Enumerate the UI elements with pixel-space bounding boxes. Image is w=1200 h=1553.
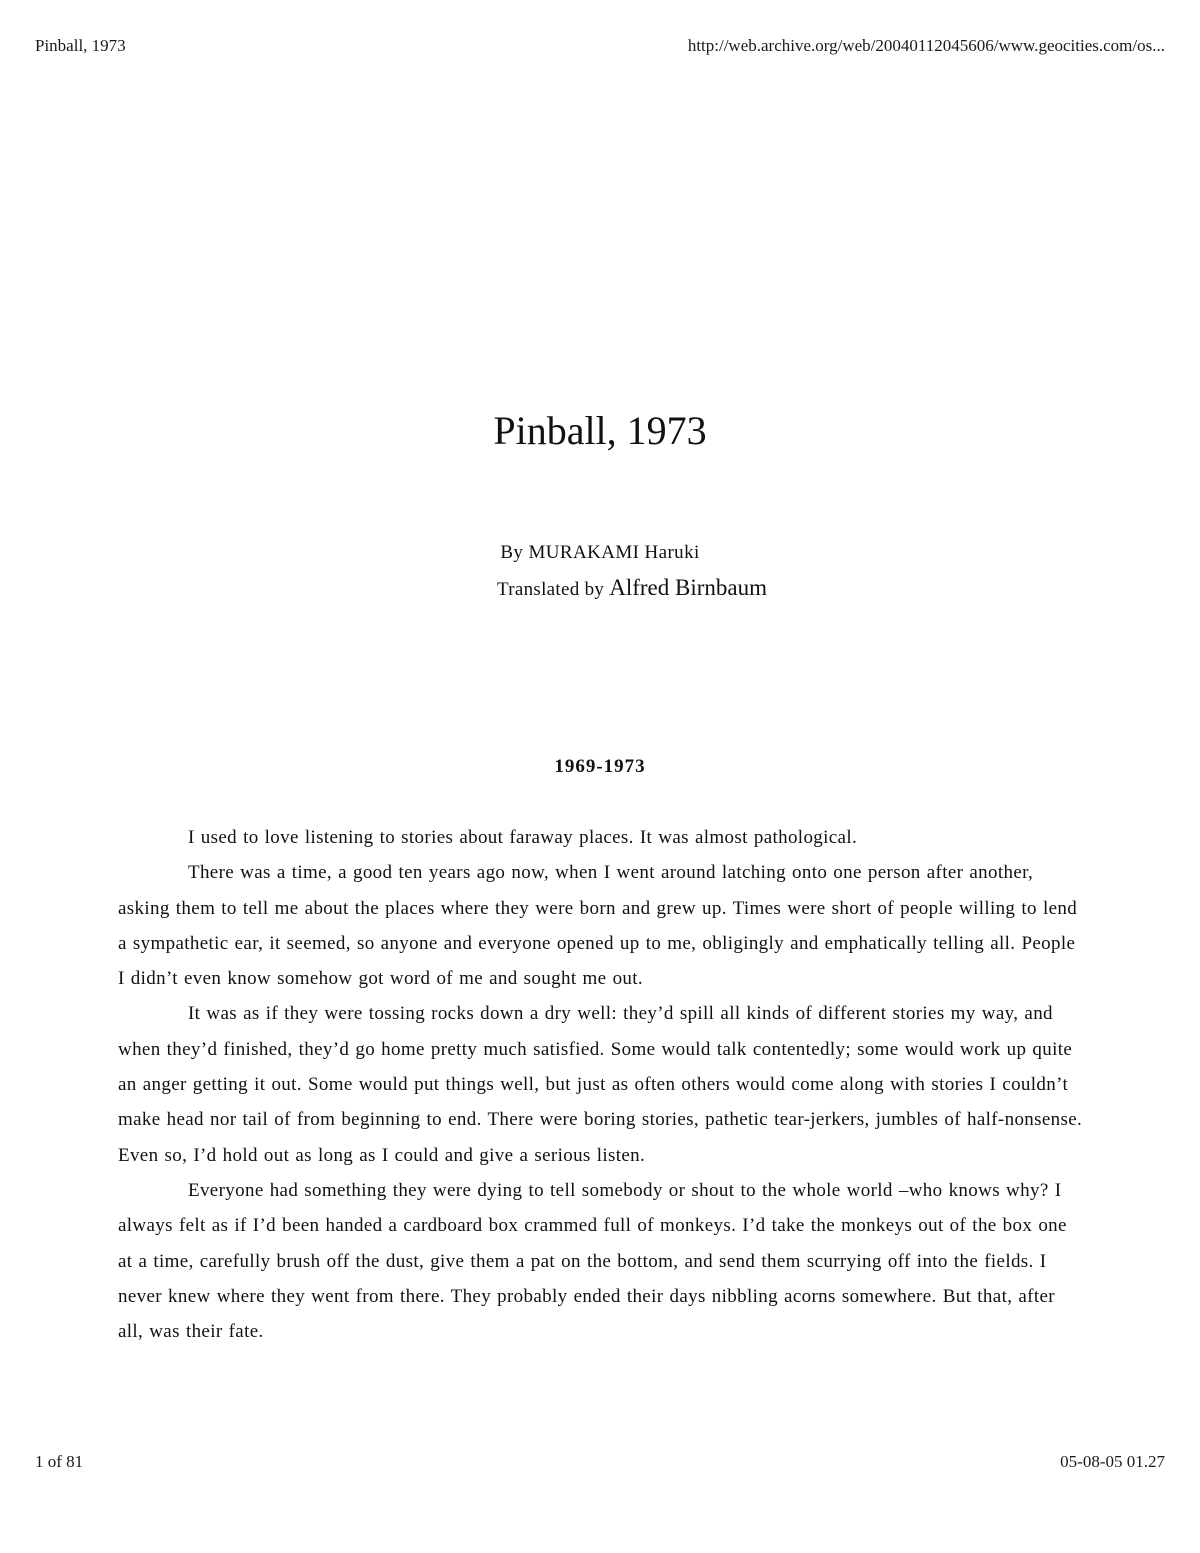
print-datetime: 05-08-05 01.27 (1060, 1452, 1165, 1471)
print-header-url: http://web.archive.org/web/20040112045606/www.geocities.com/os... (687, 36, 1165, 55)
document-title: Pinball, 1973 (493, 408, 707, 453)
translator-name: Alfred Birnbaum (609, 575, 767, 600)
translator-credit (32, 574, 1200, 604)
paragraph: There was a time, a good ten years ago now, when I went around latching onto one person after another, asking them to tell me about the places where they were born and grew up. Times were short of people willing to lend a sympathetic ear, it seemed, so anyone and everyone opened up to me, obligingly and emphatically telling all. People I didn’t even know somehow got word of me and sought me out. (118, 862, 1078, 990)
translator-prefix: Translated by (497, 579, 605, 600)
paragraph: It was as if they were tossing rocks down a dry well: they’d spill all kinds of different stories my way, and when they’d finished, they’d go home pretty much satisfied. Some would talk contentedly; some would work up quite an anger getting it out. Some would put things well, but just as often others would come along with stories I couldn’t make head nor tail of from beginning to end. There were boring stories, pathetic tear-jerkers, jumbles of half-nonsense. Even so, I’d hold out as long as I could and give a serious listen. (118, 1003, 1083, 1166)
print-header-title: Pinball, 1973 (35, 36, 126, 55)
paragraph: Everyone had something they were dying to tell somebody or shout to the whole world –who knows why? I always felt as if I’d been handed a cardboard box crammed full of monkeys. I’d take the monkeys out of the box one at a time, carefully brush off the dust, give them a pat on the bottom, and send them scurrying off into the fields. I never knew where they went from there. They probably ended their days nibbling acorns somewhere. But that, after all, was their fate. (118, 1179, 1067, 1343)
paragraph: I used to love listening to stories about faraway places. It was almost pathological. (188, 827, 858, 848)
section-heading: 1969-1973 (554, 756, 646, 777)
body-text (118, 820, 1086, 1349)
page-number: 1 of 81 (35, 1452, 84, 1471)
author-byline: By MURAKAMI Haruki (500, 542, 700, 563)
